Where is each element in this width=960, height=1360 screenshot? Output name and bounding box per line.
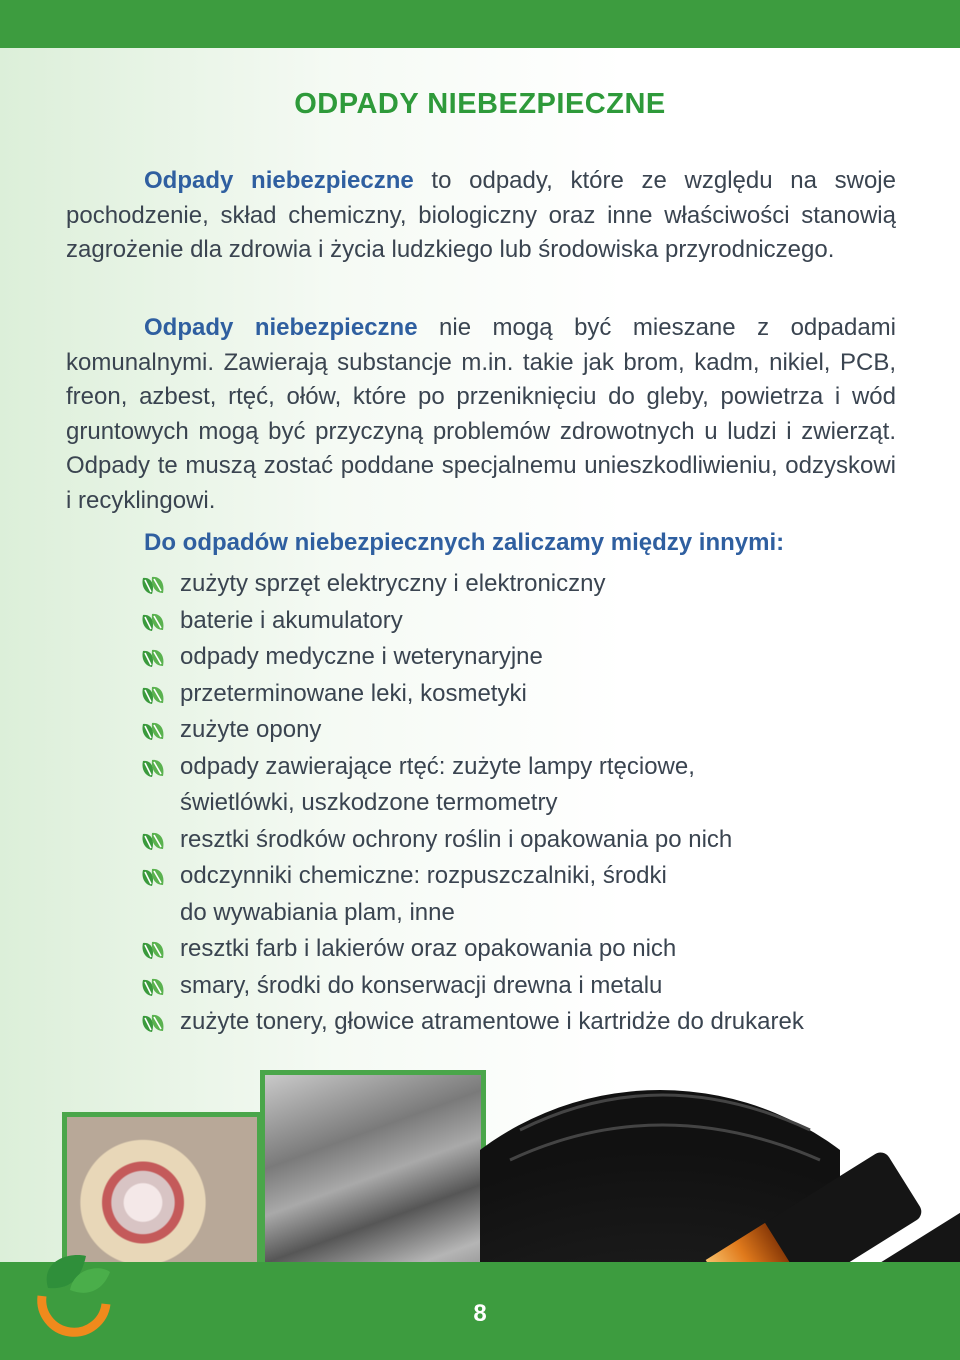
list-item bbox=[140, 749, 940, 822]
list-item-text: do wywabiania plam, inne bbox=[180, 898, 455, 926]
list-item-text: baterie i akumulatory bbox=[180, 606, 403, 634]
list-item bbox=[140, 676, 940, 713]
paragraph-definition bbox=[66, 164, 896, 268]
paragraph-text: to odpady, które ze względu na swoje pochodzenie, skład chemiczny, biologiczny oraz inne właściwości stanowią zagrożenie dla zdrowia i życia ludzkiego lub środowiska przyrodniczego. bbox=[66, 167, 896, 263]
list-item bbox=[140, 858, 940, 931]
leaf-bullet-icon bbox=[140, 574, 166, 596]
leaf-bullet-icon bbox=[140, 976, 166, 998]
leaf-bullet-icon bbox=[140, 647, 166, 669]
list-item bbox=[140, 822, 940, 859]
page-title: ODPADY NIEBEZPIECZNE bbox=[294, 88, 666, 120]
list-item bbox=[140, 1004, 940, 1041]
leaf-bullet-icon bbox=[140, 720, 166, 742]
list-item-text: zużyte opony bbox=[180, 716, 322, 743]
leaf-bullet-icon bbox=[140, 611, 166, 633]
list-heading: Do odpadów niebezpiecznych zaliczamy między innymi: bbox=[144, 529, 785, 556]
eco-logo-icon bbox=[30, 1250, 116, 1346]
paragraph-lead: Odpady niebezpieczne bbox=[144, 314, 418, 341]
leaf-bullet-icon bbox=[140, 684, 166, 706]
list-item-text: resztki środków ochrony roślin i opakowania po nich bbox=[180, 825, 733, 853]
list-item-text: świetlówki, uszkodzone termometry bbox=[180, 789, 558, 816]
list-item-text: odpady medyczne i weterynaryjne bbox=[180, 643, 543, 670]
list-item-text: przeterminowane leki, kosmetyki bbox=[180, 679, 527, 707]
list-item-text: zużyty sprzęt elektryczny i elektroniczny bbox=[180, 570, 606, 597]
list-item bbox=[140, 639, 940, 676]
leaf-bullet-icon bbox=[140, 1012, 166, 1034]
list-item bbox=[140, 968, 940, 1005]
list-item bbox=[140, 566, 940, 603]
list-item-text: resztki farb i lakierów oraz opakowania po nich bbox=[180, 935, 677, 962]
leaf-bullet-icon bbox=[140, 757, 166, 779]
list-item-text: smary, środki do konserwacji drewna i metalu bbox=[180, 971, 663, 999]
paragraph-text: nie mogą być mieszane z odpadami komunalnymi. Zawierają substancje m.in. takie jak brom, kadm, nikiel, PCB, freon, azbest, rtęć, ołów, które po przeniknięciu do gleby, powietrza i wód gruntowych mogą być przyczyną problemów zdrowotnych u ludzi i zwierząt. Odpady te muszą zostać poddane specjalnemu unieszkodliwieniu, odzyskowi i recyklingowi. bbox=[66, 314, 896, 514]
paragraph-details bbox=[66, 311, 896, 518]
list-item bbox=[140, 712, 940, 749]
leaf-bullet-icon bbox=[140, 830, 166, 852]
list-item-text: odczynniki chemiczne: rozpuszczalniki, środki bbox=[180, 862, 667, 889]
leaf-bullet-icon bbox=[140, 939, 166, 961]
list-item-text: odpady zawierające rtęć: zużyte lampy rtęciowe, bbox=[180, 752, 695, 780]
paragraph-lead: Odpady niebezpieczne bbox=[144, 167, 414, 194]
list-item bbox=[140, 931, 940, 968]
list-item bbox=[140, 603, 940, 640]
hazardous-waste-list bbox=[140, 566, 940, 1041]
list-item-text: zużyte tonery, głowice atramentowe i kartridże do drukarek bbox=[180, 1008, 804, 1035]
page-number: 8 bbox=[473, 1300, 487, 1327]
leaf-bullet-icon bbox=[140, 866, 166, 888]
top-green-bar bbox=[0, 0, 960, 48]
